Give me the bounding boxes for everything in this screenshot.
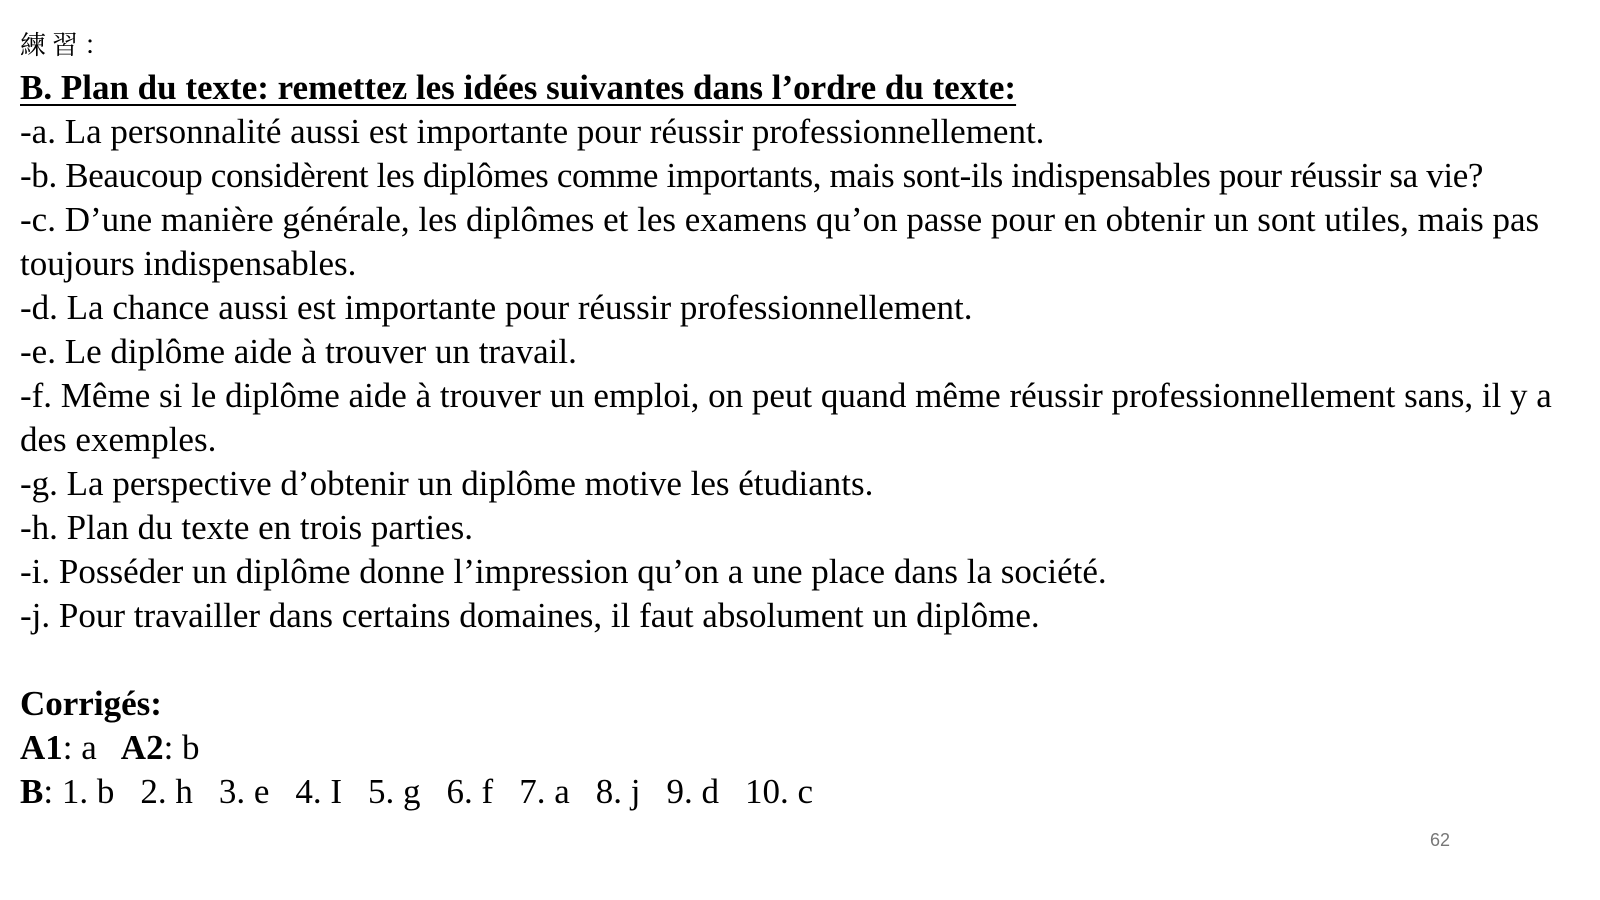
answer-b-item: 5. g <box>368 772 421 811</box>
answer-b-item: 4. I <box>295 772 343 811</box>
answer-a1-label: A1 <box>20 728 63 767</box>
answer-b-item: 8. j <box>595 772 641 811</box>
answer-b-item: 6. f <box>446 772 494 811</box>
answer-b-separator: : <box>43 772 62 811</box>
exercise-label: 練習： <box>20 31 117 61</box>
idea-item-a: -a. La personnalité aussi est importante pour réussir professionnellement. <box>20 112 1045 151</box>
answer-b-item: 9. d <box>666 772 719 811</box>
answer-a1-value: : a <box>62 728 97 767</box>
idea-item-g: -g. La perspective d’obtenir un diplôme motive les étudiants. <box>20 464 874 503</box>
page-number: 62 <box>1429 830 1450 850</box>
answer-a2-value: : b <box>163 728 200 767</box>
idea-item-i: -i. Posséder un diplôme donne l’impression qu’on a une place dans la société. <box>20 552 1107 591</box>
answer-b-item: 10. c <box>744 772 814 811</box>
answer-line-b <box>20 770 1590 814</box>
answer-b-item: 1. b <box>61 772 115 811</box>
idea-item-j: -j. Pour travailler dans certains domaines, il faut absolument un diplôme. <box>20 596 1040 635</box>
idea-item-f: -f. Même si le diplôme aide à trouver un emploi, on peut quand même réussir professionnellement sans, il y a des exemples. <box>20 376 1552 459</box>
idea-item-b: -b. Beaucoup considèrent les diplômes comme importants, mais sont-ils indispensables pour réussir sa vie? <box>20 156 1484 195</box>
idea-list <box>20 110 1590 638</box>
answer-a2-label: A2 <box>120 728 164 767</box>
idea-item-c: -c. D’une manière générale, les diplômes et les examens qu’on passe pour en obtenir un sont utiles, mais pas toujours indispensables. <box>20 200 1540 283</box>
answer-b-item: 3. e <box>218 772 270 811</box>
answer-b-item: 2. h <box>140 772 193 811</box>
idea-item-e: -e. Le diplôme aide à trouver un travail. <box>20 332 577 371</box>
spacer <box>20 638 1590 682</box>
idea-item-d: -d. La chance aussi est importante pour réussir professionnellement. <box>20 288 973 327</box>
answer-line-a <box>20 726 1590 770</box>
idea-item-h: -h. Plan du texte en trois parties. <box>20 508 473 547</box>
answer-b-item: 7. a <box>519 772 570 811</box>
slide-content <box>20 26 1590 814</box>
answer-b-label: B <box>20 772 44 811</box>
section-heading: B. Plan du texte: remettez les idées suivantes dans l’ordre du texte: <box>20 68 1017 107</box>
answers-title: Corrigés: <box>20 684 162 723</box>
